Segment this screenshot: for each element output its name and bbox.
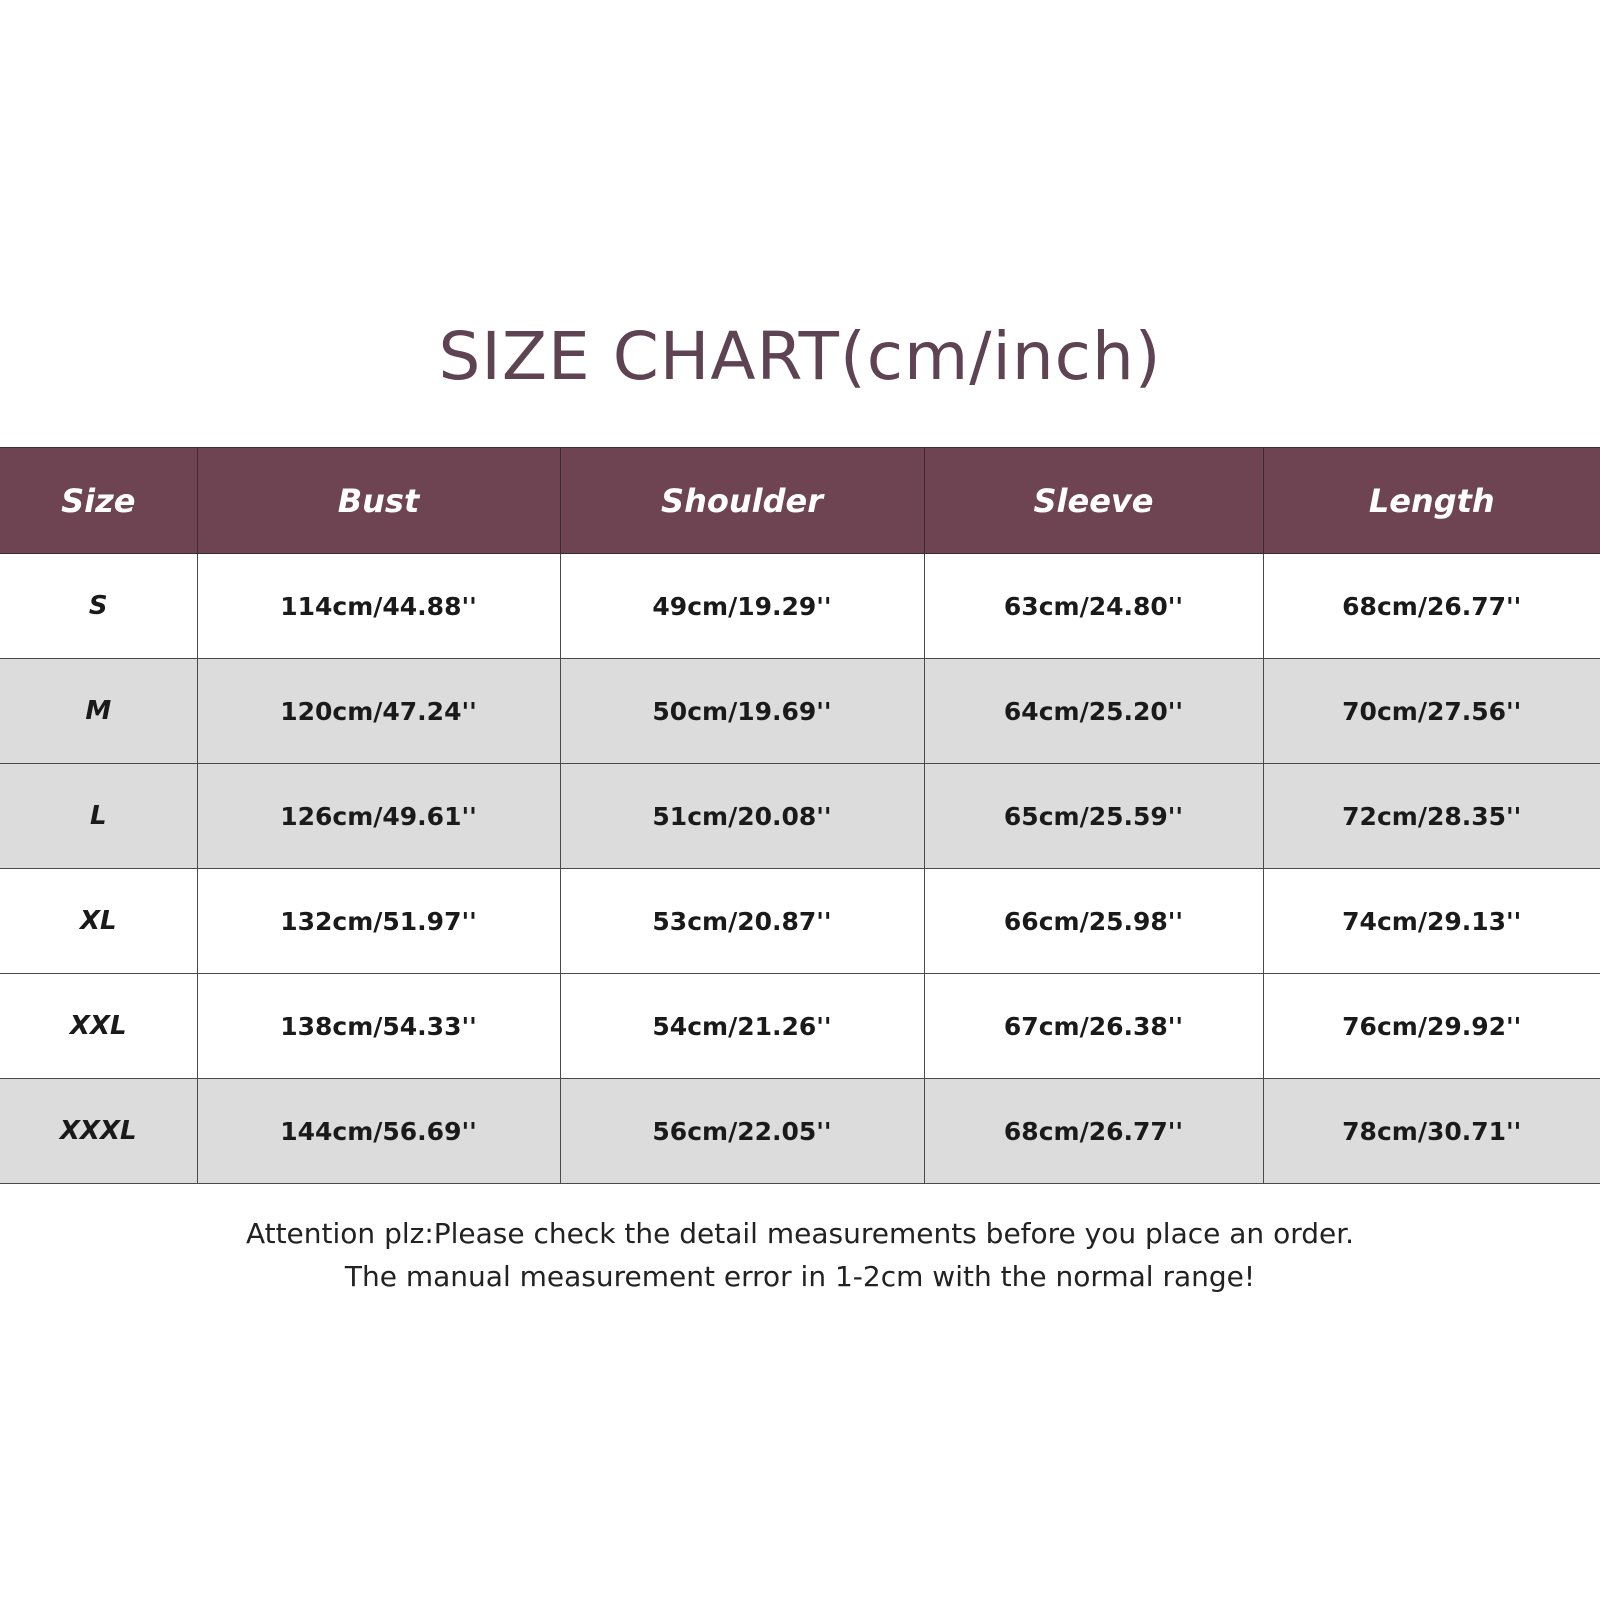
size-cell: M	[0, 659, 197, 764]
length-cell: 74cm/29.13''	[1263, 869, 1600, 974]
size-cell: XL	[0, 869, 197, 974]
table-row	[0, 974, 1600, 1079]
size-chart-table	[0, 447, 1600, 1184]
table-header-row	[0, 448, 1600, 554]
attention-note	[0, 1212, 1600, 1298]
bust-cell: 138cm/54.33''	[197, 974, 560, 1079]
table-row	[0, 1079, 1600, 1184]
sleeve-cell: 68cm/26.77''	[924, 1079, 1263, 1184]
header-size: Size	[0, 448, 197, 554]
size-cell: XXL	[0, 974, 197, 1079]
length-cell: 78cm/30.71''	[1263, 1079, 1600, 1184]
length-cell: 76cm/29.92''	[1263, 974, 1600, 1079]
bust-cell: 126cm/49.61''	[197, 764, 560, 869]
sleeve-cell: 66cm/25.98''	[924, 869, 1263, 974]
length-cell: 72cm/28.35''	[1263, 764, 1600, 869]
shoulder-cell: 49cm/19.29''	[560, 554, 924, 659]
bust-cell: 114cm/44.88''	[197, 554, 560, 659]
table-row	[0, 869, 1600, 974]
bust-cell: 132cm/51.97''	[197, 869, 560, 974]
table-row	[0, 659, 1600, 764]
length-cell: 70cm/27.56''	[1263, 659, 1600, 764]
shoulder-cell: 56cm/22.05''	[560, 1079, 924, 1184]
size-cell: XXXL	[0, 1079, 197, 1184]
shoulder-cell: 54cm/21.26''	[560, 974, 924, 1079]
bust-cell: 120cm/47.24''	[197, 659, 560, 764]
length-cell: 68cm/26.77''	[1263, 554, 1600, 659]
header-sleeve: Sleeve	[924, 448, 1263, 554]
table-row	[0, 554, 1600, 659]
header-shoulder: Shoulder	[560, 448, 924, 554]
sleeve-cell: 65cm/25.59''	[924, 764, 1263, 869]
sleeve-cell: 64cm/25.20''	[924, 659, 1263, 764]
attention-note-line-1: Attention plz:Please check the detail measurements before you place an order.	[245, 1217, 1355, 1250]
page-title: SIZE CHART(cm/inch)	[438, 318, 1162, 395]
size-cell: L	[0, 764, 197, 869]
shoulder-cell: 51cm/20.08''	[560, 764, 924, 869]
attention-note-line-2: The manual measurement error in 1-2cm with the normal range!	[344, 1260, 1256, 1293]
shoulder-cell: 53cm/20.87''	[560, 869, 924, 974]
shoulder-cell: 50cm/19.69''	[560, 659, 924, 764]
header-length: Length	[1263, 448, 1600, 554]
header-bust: Bust	[197, 448, 560, 554]
bust-cell: 144cm/56.69''	[197, 1079, 560, 1184]
sleeve-cell: 67cm/26.38''	[924, 974, 1263, 1079]
sleeve-cell: 63cm/24.80''	[924, 554, 1263, 659]
size-cell: S	[0, 554, 197, 659]
table-row	[0, 764, 1600, 869]
